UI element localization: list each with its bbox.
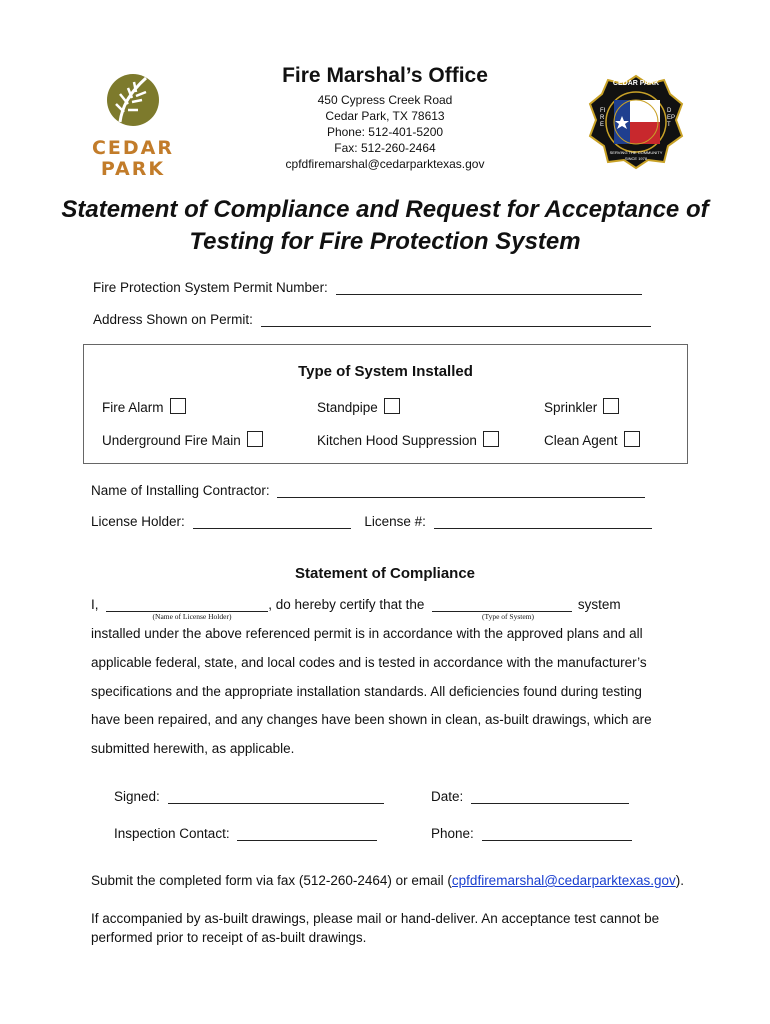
compliance-first-line xyxy=(91,597,691,612)
inspection-contact-field[interactable] xyxy=(237,826,377,841)
compliance-prefix: I, xyxy=(91,597,99,612)
contractor-row xyxy=(91,483,645,498)
badge-text-left: FIRE xyxy=(600,108,606,128)
compliance-middle: , do hereby certify that the xyxy=(268,597,425,612)
kitchen-hood-checkbox[interactable] xyxy=(483,431,499,447)
license-holder-label: License Holder: xyxy=(91,514,185,529)
compliance-line4: specifications and the appropriate installation standards. All deficiencies found during testing xyxy=(91,684,642,699)
license-row xyxy=(91,514,652,529)
option-standpipe-label: Standpipe xyxy=(317,400,378,415)
option-underground-fire-main[interactable] xyxy=(102,431,263,448)
option-sprinkler-label: Sprinkler xyxy=(544,400,598,415)
as-built-note xyxy=(91,909,691,947)
office-phone: Phone: 512-401-5200 xyxy=(326,125,444,139)
compliance-line5: have been repaired, and any changes have been shown in clean, as-built drawings, which are xyxy=(91,712,652,727)
submit-prefix: Submit the completed form via fax (512-260-2464) or email ( xyxy=(91,873,452,888)
contractor-label: Name of Installing Contractor: xyxy=(91,483,270,498)
fire-alarm-checkbox[interactable] xyxy=(170,398,186,414)
option-clean-agent-label: Clean Agent xyxy=(544,433,618,448)
contractor-field[interactable] xyxy=(277,483,645,498)
signed-row xyxy=(114,789,384,804)
form-title xyxy=(40,194,730,258)
address-field[interactable] xyxy=(261,312,651,327)
office-title: Fire Marshal’s Office xyxy=(282,64,488,87)
option-kitchen-hood[interactable] xyxy=(317,431,499,448)
permit-number-row xyxy=(93,280,642,295)
form-title-line2: Testing for Fire Protection System xyxy=(189,228,581,255)
badge-text-right: DEPT xyxy=(667,108,676,128)
option-fire-alarm-label: Fire Alarm xyxy=(102,400,164,415)
option-sprinkler[interactable] xyxy=(544,398,619,415)
office-address-line1: 450 Cypress Creek Road xyxy=(317,93,453,107)
logo-text-park: PARK xyxy=(100,158,166,180)
system-type-title: Type of System Installed xyxy=(298,363,473,380)
office-email: cpfdfiremarshal@cedarparktexas.gov xyxy=(285,157,485,171)
phone-label: Phone: xyxy=(431,826,474,841)
logo-text-cedar: CEDAR xyxy=(91,137,175,159)
license-number-label: License #: xyxy=(364,514,426,529)
compliance-title: Statement of Compliance xyxy=(294,565,476,582)
office-fax: Fax: 512-260-2464 xyxy=(334,141,436,155)
option-standpipe[interactable] xyxy=(317,398,400,415)
system-type-field[interactable] xyxy=(432,597,572,612)
submit-instructions xyxy=(91,873,691,888)
sprinkler-checkbox[interactable] xyxy=(603,398,619,414)
inspection-contact-row xyxy=(114,826,377,841)
date-row xyxy=(431,789,629,804)
license-number-field[interactable] xyxy=(434,514,652,529)
badge-text-bottom: SERVING THE COMMUNITY xyxy=(609,150,663,155)
permit-number-label: Fire Protection System Permit Number: xyxy=(93,280,328,295)
clean-agent-checkbox[interactable] xyxy=(624,431,640,447)
signed-label: Signed: xyxy=(114,789,160,804)
option-underground-fire-main-label: Underground Fire Main xyxy=(102,433,241,448)
phone-field[interactable] xyxy=(482,826,632,841)
hint-license-holder: (Name of License Holder) xyxy=(152,612,232,621)
form-title-line1: Statement of Compliance and Request for Acceptance of xyxy=(61,196,709,223)
address-label: Address Shown on Permit: xyxy=(93,312,253,327)
date-label: Date: xyxy=(431,789,464,804)
address-row xyxy=(93,312,651,327)
license-holder-name-field[interactable] xyxy=(106,597,268,612)
standpipe-checkbox[interactable] xyxy=(384,398,400,414)
as-built-note-line1: If accompanied by as-built drawings, please mail or hand-deliver. An acceptance test cannot be xyxy=(91,911,660,926)
compliance-line2: installed under the above referenced permit is in accordance with the approved plans and all xyxy=(91,626,643,641)
option-kitchen-hood-label: Kitchen Hood Suppression xyxy=(317,433,477,448)
license-holder-field[interactable] xyxy=(193,514,351,529)
submit-email-link[interactable]: cpfdfiremarshal@cedarparktexas.gov xyxy=(451,873,676,888)
option-fire-alarm[interactable] xyxy=(102,398,186,415)
submit-suffix: ). xyxy=(675,873,684,888)
badge-text-top: CEDAR PARK xyxy=(612,80,660,87)
compliance-line3: applicable federal, state, and local codes and is tested in accordance with the manufacturer’s xyxy=(91,655,647,670)
compliance-suffix: system xyxy=(577,597,621,612)
inspection-contact-label: Inspection Contact: xyxy=(114,826,230,841)
badge-text-since: SINCE 1978 xyxy=(624,156,648,161)
phone-row xyxy=(431,826,632,841)
signed-field[interactable] xyxy=(168,789,384,804)
as-built-note-line2: performed prior to receipt of as-built drawings. xyxy=(91,930,367,945)
compliance-line6: submitted herewith, as applicable. xyxy=(91,741,295,756)
date-field[interactable] xyxy=(471,789,629,804)
system-type-box xyxy=(83,344,688,464)
office-address-line2: Cedar Park, TX 78613 xyxy=(325,109,445,123)
permit-number-field[interactable] xyxy=(336,280,642,295)
option-clean-agent[interactable] xyxy=(544,431,640,448)
underground-fire-main-checkbox[interactable] xyxy=(247,431,263,447)
hint-system: (Type of System) xyxy=(482,612,534,621)
